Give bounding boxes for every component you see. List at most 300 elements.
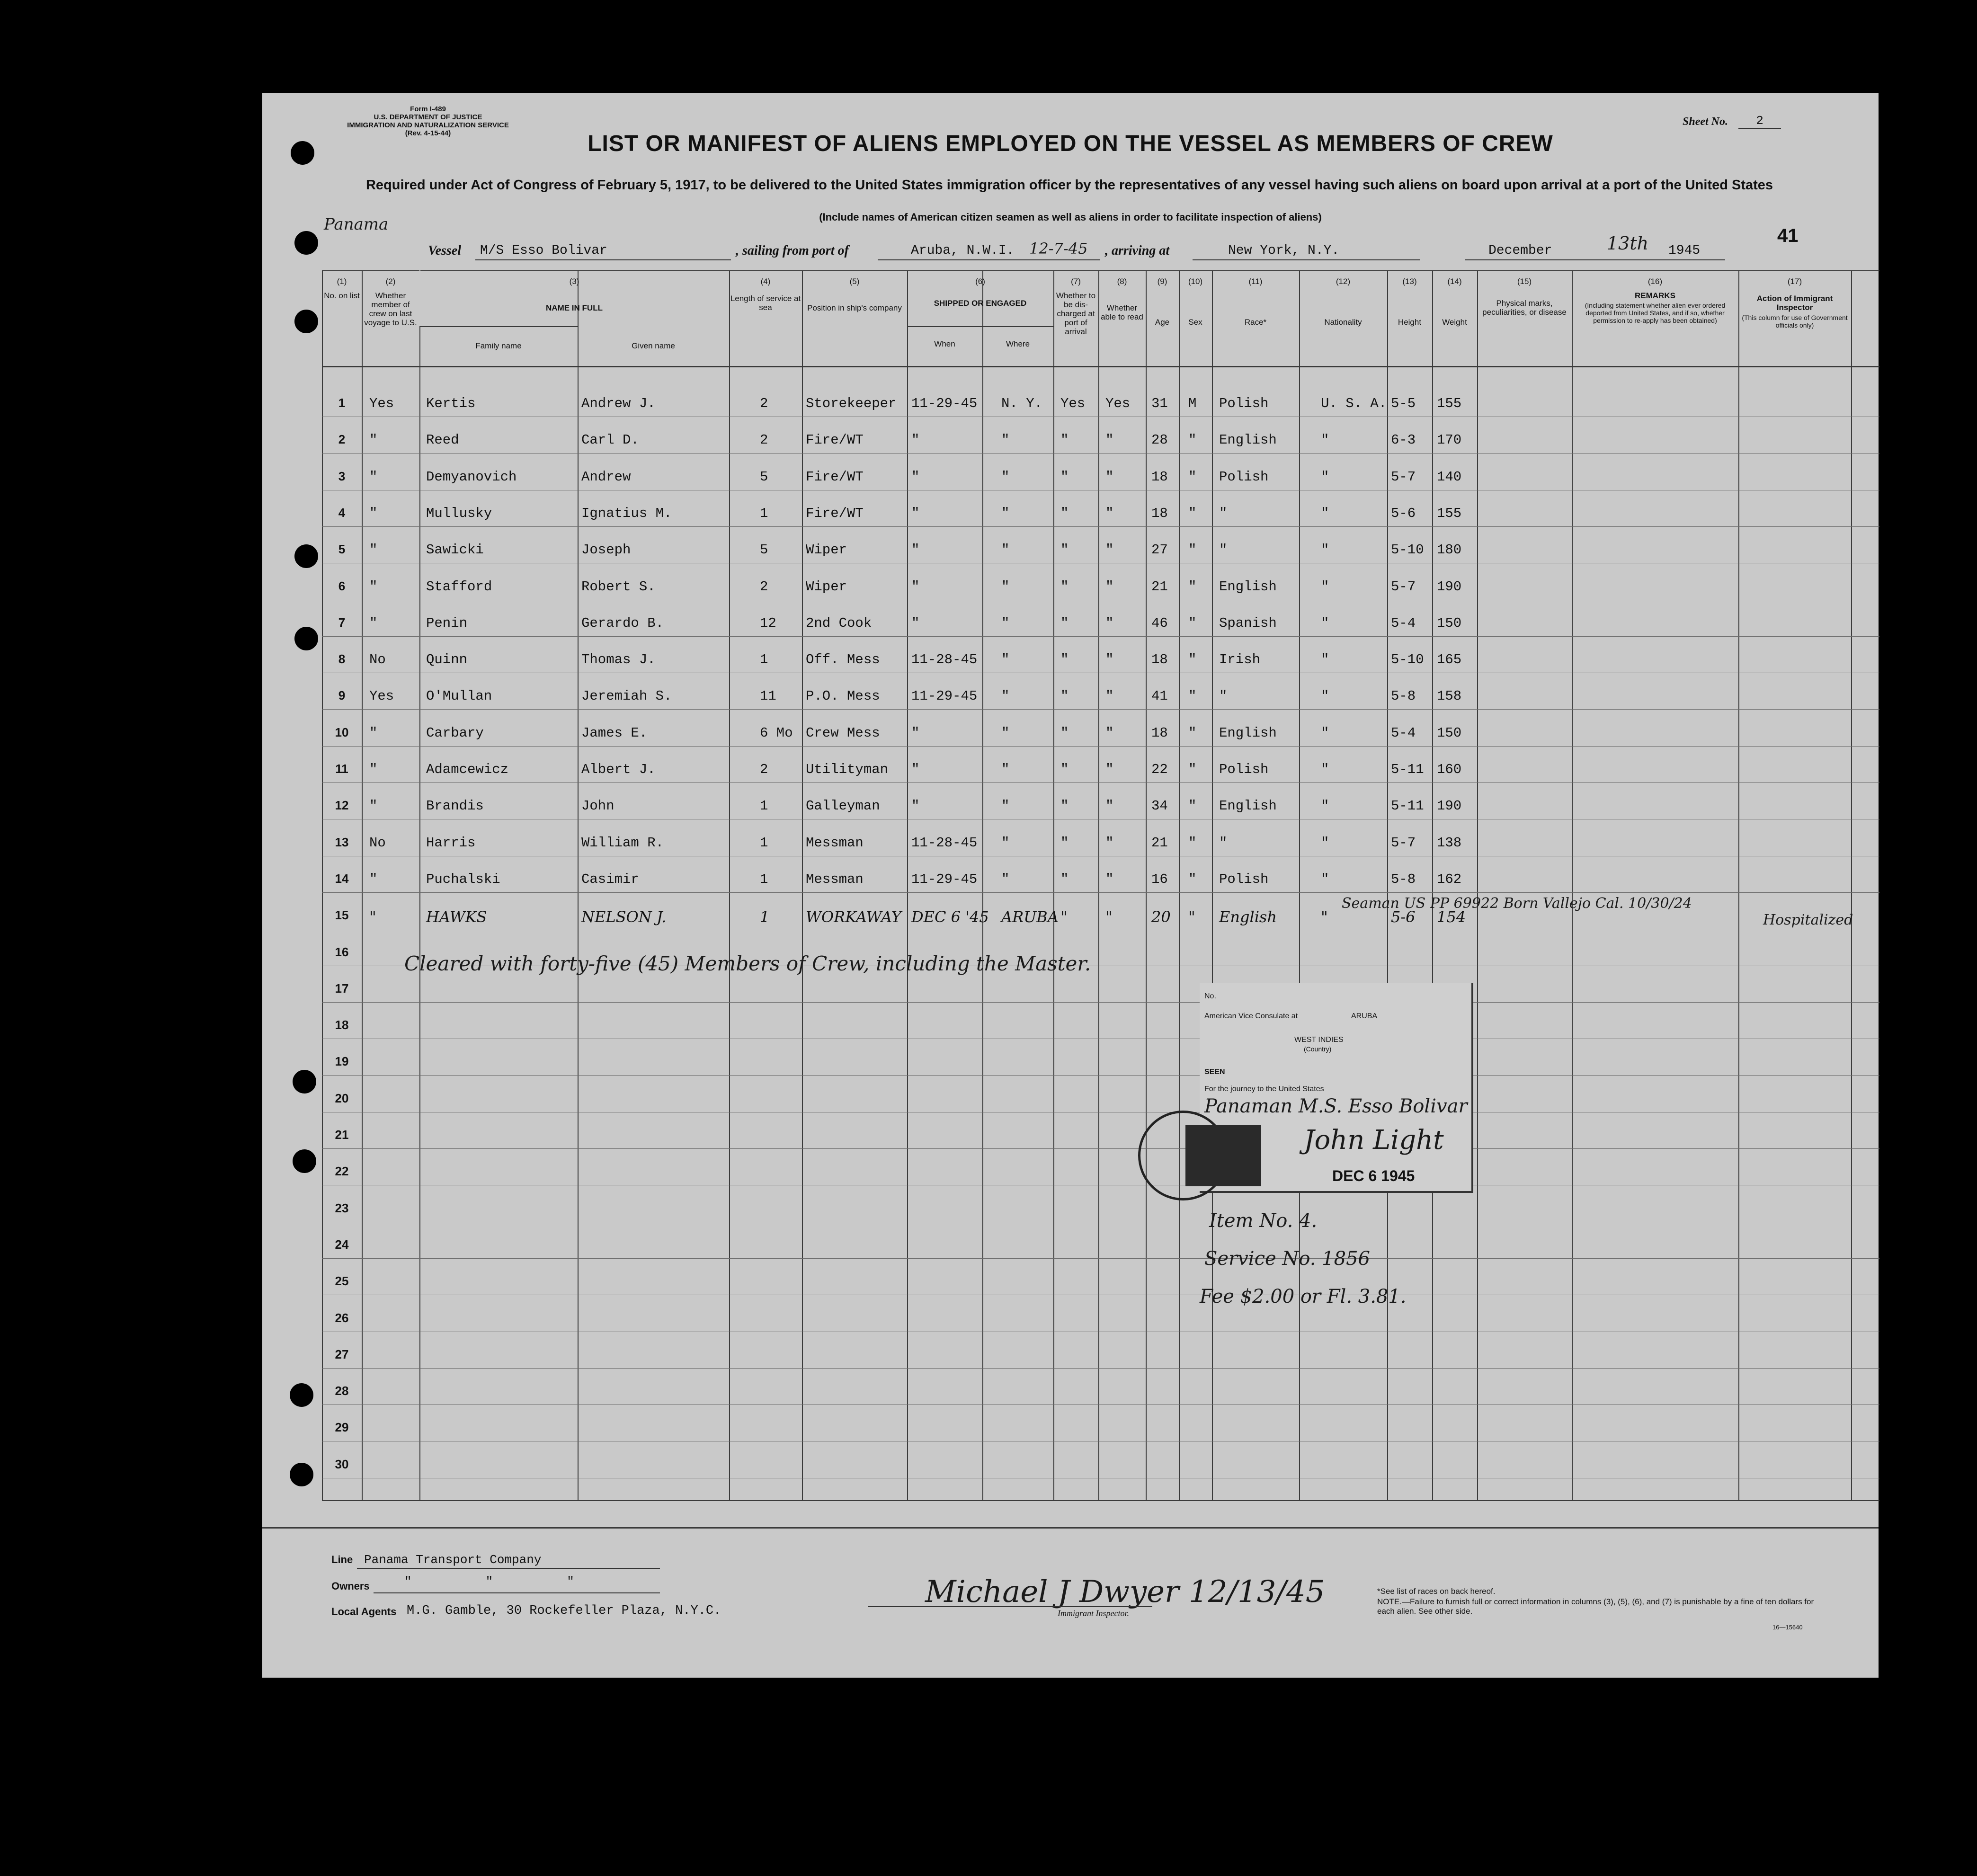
row-weight: 160: [1437, 762, 1462, 777]
fee-stamp-icon: [1185, 1125, 1261, 1186]
row-able-to-read: ": [1105, 871, 1114, 887]
row-nationality: ": [1321, 835, 1329, 851]
row-discharged: ": [1060, 615, 1069, 631]
col-divider: [1053, 270, 1054, 1501]
row-length-service: 5: [760, 469, 768, 485]
row-shipped-where: ": [1001, 615, 1010, 631]
row-number: 28: [335, 1384, 349, 1398]
row-number: 19: [335, 1054, 349, 1069]
vessel-name: M/S Esso Bolivar: [480, 243, 607, 258]
row-nationality: ": [1321, 652, 1329, 668]
inspector-underline: [868, 1606, 1152, 1607]
row-given-name: NELSON J.: [581, 908, 667, 926]
row-shipped-when: ": [911, 432, 920, 448]
arrival-underline: [1193, 259, 1420, 260]
row-weight: 154: [1437, 908, 1466, 926]
header-when: When: [934, 339, 955, 348]
row-shipped-when: 11-29-45: [911, 396, 978, 411]
line-label: Line: [331, 1554, 353, 1565]
row-height: 6-3: [1391, 432, 1416, 448]
page-subnote: (Include names of American citizen seamen as well as aliens in order to facilitate inspection of aliens): [819, 211, 1322, 223]
row-able-to-read: ": [1105, 688, 1114, 704]
header-physical-marks: Physical marks, peculiarities, or disease: [1482, 299, 1567, 317]
row-number: 23: [335, 1200, 349, 1215]
row-discharged: ": [1060, 762, 1069, 777]
footer-divider: [262, 1527, 1879, 1529]
row-sex: ": [1188, 688, 1197, 704]
form-number: Form I-489: [410, 105, 446, 113]
row-family-name: Kertis: [426, 396, 476, 411]
agents-label: Local Agents: [331, 1606, 397, 1618]
races-footnote: *See list of races on back hereof.: [1377, 1587, 1496, 1596]
row-race: ": [1219, 542, 1228, 558]
row-shipped-when: ": [911, 798, 920, 814]
row-given-name: Casimir: [581, 871, 639, 887]
row-shipped-when: 11-29-45: [911, 871, 978, 887]
stamp-consulate: American Vice Consulate at: [1204, 1012, 1298, 1020]
row-member-last-voyage: ": [369, 578, 378, 595]
row-shipped-where: ": [1001, 798, 1010, 814]
inspector-label: Immigrant Inspector.: [1058, 1609, 1129, 1618]
row-able-to-read: ": [1105, 652, 1114, 668]
table-row: [322, 1258, 1879, 1259]
row-race: ": [1219, 688, 1228, 704]
row-age: 46: [1151, 615, 1168, 631]
header-remarks-note: (Including statement whether alien ever ordered deported from United States, and if so, whether permission to re-apply has been obtained): [1585, 302, 1726, 324]
row-height: 5-6: [1391, 908, 1416, 926]
stamp-journey: For the journey to the United States: [1204, 1085, 1324, 1093]
header-where: Where: [1006, 339, 1030, 348]
row-position: Fire/WT: [806, 505, 864, 521]
row-sex: ": [1188, 578, 1197, 595]
table-header-border: [322, 366, 1879, 367]
row-given-name: Andrew: [581, 469, 631, 485]
punch-hole: [291, 141, 314, 165]
row-number: 10: [335, 725, 349, 739]
col-number: (4): [760, 277, 771, 286]
row-race: Polish: [1219, 762, 1269, 777]
row-position: Crew Mess: [806, 725, 880, 741]
form-code: 16—15640: [1772, 1624, 1803, 1631]
row-given-name: Thomas J.: [581, 652, 656, 668]
row-shipped-when: ": [911, 542, 920, 558]
row-able-to-read: Yes: [1105, 396, 1131, 411]
table-row: [322, 892, 1879, 893]
row-position: WORKAWAY: [806, 908, 901, 926]
row-family-name: Penin: [426, 615, 468, 631]
row-shipped-where: ": [1001, 871, 1010, 887]
header-race: Race*: [1244, 318, 1267, 327]
row-length-service: 1: [760, 505, 768, 521]
row-number: 25: [335, 1274, 349, 1289]
table-row: [322, 709, 1879, 710]
manifest-sheet: [262, 93, 1879, 1678]
row-number: 9: [338, 688, 346, 703]
col-divider: [1098, 270, 1099, 1501]
row-family-name: Adamcewicz: [426, 762, 509, 777]
row-number: 15: [335, 908, 349, 923]
col-number: (2): [385, 277, 396, 286]
row-shipped-where: ": [1001, 469, 1010, 485]
row-member-last-voyage: ": [369, 615, 378, 631]
row-sex: ": [1188, 762, 1197, 777]
row-shipped-when: 11-28-45: [911, 835, 978, 851]
row-given-name: William R.: [581, 835, 664, 851]
header-able-to-read: Whether able to read: [1101, 303, 1143, 321]
row-number: 18: [335, 1018, 349, 1032]
row-member-last-voyage: ": [369, 725, 378, 741]
date-underline: [1465, 259, 1725, 260]
row-number: 30: [335, 1457, 349, 1471]
row-shipped-when: ": [911, 578, 920, 595]
row-number: 5: [338, 542, 346, 557]
row-given-name: Robert S.: [581, 578, 656, 595]
row-family-name: Mullusky: [426, 505, 492, 521]
row-length-service: 2: [760, 762, 768, 777]
header-remarks: REMARKS: [1635, 291, 1675, 300]
row-number: 3: [338, 469, 346, 483]
row-length-service: 2: [760, 432, 768, 448]
row-given-name: Jeremiah S.: [581, 688, 672, 704]
row-nationality: ": [1321, 725, 1329, 741]
col-number: (14): [1447, 277, 1462, 286]
row-number: 1: [338, 396, 346, 410]
row-shipped-where: ": [1001, 835, 1010, 851]
arrival-year: 1945: [1668, 243, 1701, 258]
row-number: 22: [335, 1164, 349, 1179]
row-height: 5-11: [1391, 798, 1424, 814]
header-no-on-list: No. on list: [324, 291, 360, 300]
row-length-service: 2: [760, 578, 768, 595]
row-sex: ": [1188, 432, 1197, 448]
header-discharged: Whether to be dis-charged at port of arrival: [1056, 291, 1096, 336]
col-number: (6): [975, 277, 985, 286]
table-row: [322, 1002, 1879, 1003]
row-given-name: Andrew J.: [581, 396, 656, 411]
row-able-to-read: ": [1105, 469, 1114, 485]
row-age: 20: [1151, 908, 1171, 926]
row-length-service: 1: [760, 798, 768, 814]
col-divider: [322, 270, 323, 1501]
col-divider: [1179, 270, 1180, 1501]
row-discharged: ": [1060, 908, 1068, 926]
row-age: 18: [1151, 469, 1168, 485]
row-given-name: James E.: [581, 725, 648, 741]
col-number: (12): [1336, 277, 1351, 286]
col-number: (15): [1517, 277, 1532, 286]
row-weight: 155: [1437, 396, 1462, 411]
row-race: ": [1219, 835, 1228, 851]
header-sex: Sex: [1188, 318, 1202, 327]
row-able-to-read: ": [1105, 908, 1113, 926]
row-member-last-voyage: ": [369, 871, 378, 887]
stamp-seen: SEEN: [1204, 1068, 1225, 1076]
col-divider: [1212, 270, 1213, 1501]
row-position: Wiper: [806, 578, 847, 595]
row-sex: ": [1188, 835, 1197, 851]
row-number: 26: [335, 1310, 349, 1325]
row-discharged: Yes: [1060, 396, 1086, 411]
row-weight: 190: [1437, 798, 1462, 814]
row-member-last-voyage: ": [369, 908, 376, 926]
row-discharged: ": [1060, 798, 1069, 814]
arrival-day-handwritten: 13th: [1607, 233, 1649, 254]
row-family-name: O'Mullan: [426, 688, 492, 704]
row-height: 5-8: [1391, 688, 1416, 704]
col-number: (10): [1188, 277, 1203, 286]
row-member-last-voyage: ": [369, 432, 378, 448]
header-shipped-engaged: SHIPPED OR ENGAGED: [934, 299, 1027, 308]
row-shipped-where: ARUBA: [1001, 908, 1059, 926]
header-weight: Weight: [1442, 318, 1467, 327]
row-number: 4: [338, 505, 346, 520]
row-number: 13: [335, 835, 349, 849]
punch-hole: [294, 627, 318, 650]
row-height: 5-6: [1391, 505, 1416, 521]
row-shipped-when: ": [911, 762, 920, 777]
row-age: 18: [1151, 505, 1168, 521]
row-position: Wiper: [806, 542, 847, 558]
row-family-name: Demyanovich: [426, 469, 517, 485]
row-number: 2: [338, 432, 346, 447]
row-height: 5-10: [1391, 652, 1424, 668]
row-position: Fire/WT: [806, 432, 864, 448]
row-age: 16: [1151, 871, 1168, 887]
row-given-name: Ignatius M.: [581, 505, 672, 521]
table-top-border: [322, 270, 1879, 271]
col-divider: [362, 270, 363, 1501]
row-family-name: HAWKS: [426, 908, 487, 926]
punch-hole: [294, 231, 318, 255]
row-able-to-read: ": [1105, 505, 1114, 521]
row-sex: ": [1188, 871, 1197, 887]
owners-underline: [374, 1592, 660, 1593]
row-given-name: Carl D.: [581, 432, 639, 448]
row-race: Spanish: [1219, 615, 1277, 631]
vessel-label: Vessel: [428, 243, 461, 258]
row-member-last-voyage: ": [369, 542, 378, 558]
punch-hole: [293, 1149, 316, 1173]
row-race: Polish: [1219, 469, 1269, 485]
row-sex: ": [1188, 725, 1197, 741]
row-member-last-voyage: ": [369, 505, 378, 521]
row-able-to-read: ": [1105, 835, 1114, 851]
arrival-month: December: [1488, 243, 1552, 258]
row-member-last-voyage: ": [369, 762, 378, 777]
row-sex: M: [1188, 396, 1197, 411]
sheet-number-value: 2: [1738, 114, 1781, 129]
col-number: (7): [1071, 277, 1081, 286]
row-shipped-when: 11-28-45: [911, 652, 978, 668]
col-number: (5): [849, 277, 860, 286]
row-discharged: ": [1060, 469, 1069, 485]
page-subtitle: Required under Act of Congress of February 5, 1917, to be delivered to the United States immigration officer by the representatives of any vessel having such aliens on board upon arrival at a port of the United States: [365, 178, 1773, 193]
row-length-service: 6 Mo: [760, 725, 793, 741]
col-number: (8): [1117, 277, 1127, 286]
row-able-to-read: ": [1105, 725, 1114, 741]
arrival-port: New York, N.Y.: [1228, 243, 1340, 258]
row-height: 5-7: [1391, 578, 1416, 595]
row-nationality: ": [1321, 908, 1328, 926]
row-weight: 180: [1437, 542, 1462, 558]
stamp-vessel-handwritten: Panaman M.S. Esso Bolivar: [1204, 1095, 1468, 1117]
crew-table: [322, 270, 1879, 1501]
row-number: 16: [335, 944, 349, 959]
fee-note: Fee $2.00 or Fl. 3.81.: [1200, 1286, 1407, 1307]
row-nationality: ": [1321, 615, 1329, 631]
row-number: 17: [335, 981, 349, 996]
row-length-service: 5: [760, 542, 768, 558]
row-discharged: ": [1060, 725, 1069, 741]
row-shipped-when: ": [911, 725, 920, 741]
row-weight: 158: [1437, 688, 1462, 704]
row-shipped-where: N. Y.: [1001, 396, 1043, 411]
header-age: Age: [1155, 318, 1170, 327]
row-weight: 155: [1437, 505, 1462, 521]
row-length-service: 1: [760, 652, 768, 668]
row-shipped-when: ": [911, 469, 920, 485]
row-member-last-voyage: ": [369, 469, 378, 485]
row-shipped-when: ": [911, 505, 920, 521]
row-age: 18: [1151, 652, 1168, 668]
penalty-note: NOTE.—Failure to furnish full or correct information in columns (3), (5), (6), and (7) is punishable by a fine of ten dollars for each alien. See other side.: [1377, 1597, 1814, 1616]
col-number: (16): [1648, 277, 1663, 286]
row-shipped-where: ": [1001, 688, 1010, 704]
row-weight: 150: [1437, 615, 1462, 631]
row-weight: 165: [1437, 652, 1462, 668]
row-given-name: Gerardo B.: [581, 615, 664, 631]
row-discharged: ": [1060, 432, 1069, 448]
row-nationality: ": [1321, 505, 1329, 521]
row-weight: 190: [1437, 578, 1462, 595]
row-height: 5-5: [1391, 396, 1416, 411]
row-age: 18: [1151, 725, 1168, 741]
row-discharged: ": [1060, 578, 1069, 595]
service-name: IMMIGRATION AND NATURALIZATION SERVICE: [347, 121, 509, 129]
row-number: 12: [335, 798, 349, 813]
row-nationality: ": [1321, 798, 1329, 814]
row15-remarks-continued: Hospitalized: [1763, 912, 1853, 928]
stamp-no: No.: [1204, 992, 1216, 1000]
row-number: 6: [338, 578, 346, 593]
row-sex: ": [1188, 469, 1197, 485]
row-shipped-where: ": [1001, 432, 1010, 448]
row-shipped-where: ": [1001, 725, 1010, 741]
row-weight: 162: [1437, 871, 1462, 887]
header-height: Height: [1398, 318, 1422, 327]
page-title: LIST OR MANIFEST OF ALIENS EMPLOYED ON THE VESSEL AS MEMBERS OF CREW: [588, 131, 1553, 156]
row-race: Irish: [1219, 652, 1261, 668]
stamp-country-label: (Country): [1304, 1045, 1332, 1053]
col-number: (9): [1157, 277, 1167, 286]
punch-hole: [290, 1463, 313, 1486]
header-member-last-voyage: Whether member of crew on last voyage to U.S.: [364, 291, 417, 327]
header-position: Position in ship's company: [807, 303, 902, 312]
row-length-service: 11: [760, 688, 776, 704]
row-position: Off. Mess: [806, 652, 880, 668]
row-sex: ": [1188, 652, 1197, 668]
row-sex: ": [1188, 908, 1195, 926]
name-header-divider: [419, 326, 578, 327]
col-divider: [1738, 270, 1739, 1501]
row-position: Utilityman: [806, 762, 889, 777]
col-divider: [1299, 270, 1300, 1501]
row-number: 8: [338, 652, 346, 667]
col-divider: [1146, 270, 1147, 1501]
row-family-name: Reed: [426, 432, 459, 448]
header-given-name: Given name: [632, 341, 675, 350]
row-able-to-read: ": [1105, 762, 1114, 777]
row-height: 5-11: [1391, 762, 1424, 777]
header-action-note: (This column for use of Government officials only): [1742, 314, 1848, 329]
row-length-service: 1: [760, 871, 768, 887]
row-number: 14: [335, 871, 349, 886]
table-bottom-border: [322, 1500, 1879, 1501]
col-divider: [1477, 270, 1478, 1501]
shipped-header-divider: [907, 326, 1053, 327]
row-discharged: ": [1060, 688, 1069, 704]
row-number: 29: [335, 1420, 349, 1435]
row-length-service: 2: [760, 396, 768, 411]
row-able-to-read: ": [1105, 578, 1114, 595]
row-family-name: Stafford: [426, 578, 492, 595]
row-discharged: ": [1060, 505, 1069, 521]
row-shipped-when: ": [911, 615, 920, 631]
row-number: 20: [335, 1091, 349, 1105]
col-number: (13): [1402, 277, 1417, 286]
row-length-service: 1: [760, 835, 768, 851]
col-divider: [1851, 270, 1852, 1501]
row-able-to-read: ": [1105, 432, 1114, 448]
table-row: [322, 782, 1879, 783]
row-sex: ": [1188, 505, 1197, 521]
row-race: Polish: [1219, 396, 1269, 411]
stamp-date: DEC 6 1945: [1332, 1167, 1415, 1184]
header-nationality: Nationality: [1324, 318, 1362, 327]
row-height: 5-7: [1391, 835, 1416, 851]
sailing-date-handwritten: 12-7-45: [1029, 240, 1088, 258]
sailing-port: Aruba, N.W.I.: [911, 243, 1015, 258]
row-discharged: ": [1060, 835, 1069, 851]
row-age: 28: [1151, 432, 1168, 448]
row-nationality: ": [1321, 688, 1329, 704]
col-divider: [729, 270, 730, 1501]
row-race: ": [1219, 505, 1228, 521]
header-family-name: Family name: [475, 341, 522, 350]
arriving-label: , arriving at: [1105, 243, 1170, 258]
table-row: [322, 1368, 1879, 1369]
consul-signature: John Light: [1304, 1125, 1444, 1156]
page-number: 41: [1777, 225, 1799, 246]
stamp-place: ARUBA: [1351, 1012, 1378, 1020]
col-number: (3): [569, 277, 579, 286]
row-nationality: ": [1321, 762, 1329, 777]
row-nationality: ": [1321, 432, 1329, 448]
row-sex: ": [1188, 798, 1197, 814]
row-age: 41: [1151, 688, 1168, 704]
col-divider: [802, 270, 803, 1501]
row-shipped-when: DEC 6 '45: [911, 908, 989, 926]
row-height: 5-8: [1391, 871, 1416, 887]
row-race: English: [1219, 432, 1277, 448]
cleared-crew-note: Cleared with forty-five (45) Members of Crew, including the Master.: [404, 952, 1091, 975]
row-sex: ": [1188, 615, 1197, 631]
row-family-name: Sawicki: [426, 542, 484, 558]
row-given-name: Albert J.: [581, 762, 656, 777]
row-weight: 150: [1437, 725, 1462, 741]
row-family-name: Harris: [426, 835, 476, 851]
row-shipped-where: ": [1001, 505, 1010, 521]
